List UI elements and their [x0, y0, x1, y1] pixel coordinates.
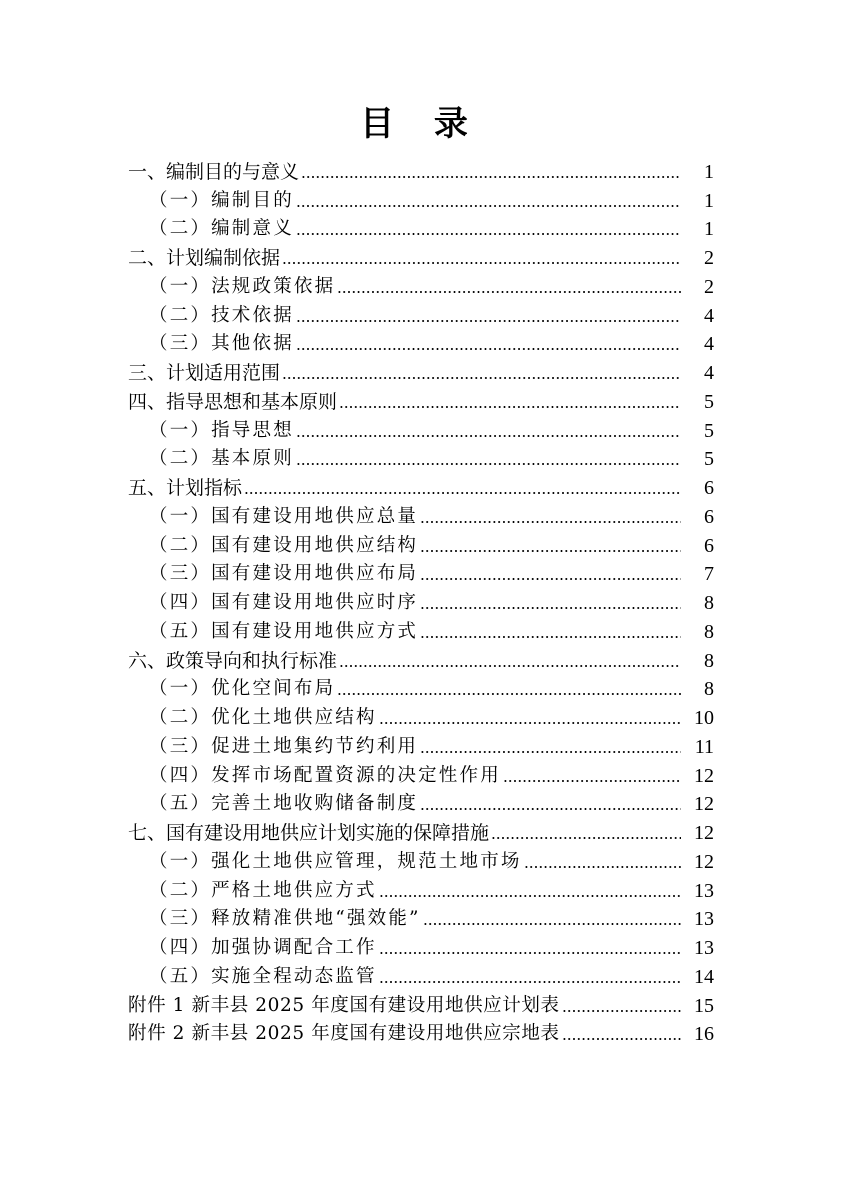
- toc-entry-page-number: 11: [694, 735, 714, 758]
- dot-leader: [337, 290, 681, 294]
- toc-entry-page-number: 5: [704, 419, 714, 442]
- toc-entry-page-number: 8: [704, 592, 714, 614]
- toc-entry-page-number: 5: [704, 448, 714, 471]
- toc-entry-page-number: 12: [694, 822, 714, 844]
- toc-list: [0, 157, 842, 1048]
- toc-entry-text: （二）编制意义: [149, 218, 294, 240]
- toc-entry-page-number: 1: [704, 218, 714, 241]
- toc-entry-text: 三、计划适用范围: [128, 362, 281, 384]
- toc-entry-text: （二）严格土地供应方式: [149, 879, 377, 901]
- toc-entry[interactable]: [0, 186, 842, 215]
- toc-entry-text: （一）指导思想: [149, 419, 294, 441]
- toc-entry-text: 附件 1 新丰县 2025 年度国有建设用地供应计划表: [128, 994, 560, 1016]
- dot-leader: [491, 836, 681, 840]
- toc-entry[interactable]: [0, 675, 842, 704]
- toc-entry-text: （五）国有建设用地供应方式: [149, 620, 419, 642]
- toc-entry[interactable]: [0, 157, 842, 186]
- toc-entry[interactable]: [0, 1020, 842, 1049]
- toc-entry[interactable]: [0, 646, 842, 675]
- toc-entry[interactable]: [0, 761, 842, 790]
- toc-entry-page-number: 5: [704, 390, 714, 413]
- toc-entry-text: 附件 2 新丰县 2025 年度国有建设用地供应宗地表: [128, 1023, 560, 1045]
- toc-entry-text: （二）基本原则: [149, 448, 294, 470]
- dot-leader: [379, 951, 681, 955]
- toc-entry[interactable]: [0, 560, 842, 589]
- toc-entry-text: （五）完善土地收购储备制度: [149, 793, 419, 815]
- toc-entry[interactable]: [0, 445, 842, 474]
- toc-entry-text: （四）发挥市场配置资源的决定性作用: [149, 764, 501, 786]
- toc-entry-text: （二）国有建设用地供应结构: [149, 534, 419, 556]
- toc-entry[interactable]: [0, 732, 842, 761]
- toc-entry-page-number: 14: [694, 965, 714, 988]
- toc-entry[interactable]: [0, 991, 842, 1020]
- toc-entry-text: （三）促进土地集约节约利用: [149, 735, 419, 757]
- dot-leader: [282, 376, 681, 380]
- toc-entry-page-number: 1: [704, 160, 714, 183]
- toc-entry-page-number: 15: [694, 994, 714, 1017]
- toc-entry-page-number: 2: [704, 247, 714, 269]
- toc-entry-text: 七、国有建设用地供应计划实施的保障措施: [128, 822, 490, 844]
- toc-entry-page-number: 8: [704, 649, 714, 672]
- dot-leader: [524, 865, 681, 869]
- dot-leader: [339, 664, 681, 668]
- dot-leader: [420, 807, 681, 811]
- dot-leader: [420, 635, 681, 639]
- toc-entry[interactable]: [0, 243, 842, 272]
- toc-entry-text: （一）强化土地供应管理，规范土地市场: [149, 850, 522, 872]
- toc-entry-text: （二）优化土地供应结构: [149, 707, 377, 728]
- toc-entry[interactable]: [0, 905, 842, 934]
- dot-leader: [420, 606, 681, 610]
- toc-entry[interactable]: [0, 962, 842, 991]
- toc-title: 目 录: [360, 104, 482, 144]
- toc-entry-page-number: 12: [694, 793, 714, 816]
- toc-entry-page-number: 13: [694, 908, 714, 931]
- toc-entry-text: （五）实施全程动态监管: [149, 965, 377, 987]
- toc-entry[interactable]: [0, 818, 842, 847]
- dot-leader: [337, 692, 681, 696]
- dot-leader: [379, 980, 681, 984]
- toc-entry-text: 二、计划编制依据: [128, 247, 281, 269]
- toc-entry-page-number: 13: [694, 937, 714, 959]
- dot-leader: [420, 520, 681, 524]
- dot-leader: [379, 721, 681, 725]
- dot-leader: [562, 1037, 681, 1041]
- dot-leader: [420, 577, 681, 581]
- toc-entry-text: 四、指导思想和基本原则: [128, 390, 338, 413]
- dot-leader: [282, 261, 681, 265]
- toc-entry[interactable]: [0, 301, 842, 330]
- dot-leader: [296, 347, 681, 351]
- toc-entry[interactable]: [0, 272, 842, 301]
- toc-entry[interactable]: [0, 387, 842, 416]
- toc-entry-page-number: 8: [704, 678, 714, 701]
- toc-entry-page-number: 12: [694, 764, 714, 787]
- toc-entry-page-number: 4: [704, 304, 714, 327]
- dot-leader: [562, 1009, 681, 1013]
- dot-leader: [339, 405, 681, 409]
- dot-leader: [244, 491, 681, 495]
- toc-entry[interactable]: [0, 215, 842, 244]
- toc-entry[interactable]: [0, 473, 842, 502]
- dot-leader: [296, 434, 681, 438]
- dot-leader: [296, 319, 681, 323]
- toc-entry-page-number: 10: [694, 707, 714, 729]
- toc-entry-page-number: 13: [694, 879, 714, 902]
- dot-leader: [503, 779, 681, 783]
- toc-entry-text: （三）释放精准供地“强效能”: [149, 908, 421, 930]
- toc-entry-text: （二）技术依据: [149, 304, 294, 326]
- toc-entry-page-number: 1: [704, 189, 714, 212]
- toc-entry[interactable]: [0, 588, 842, 617]
- toc-entry[interactable]: [0, 358, 842, 387]
- toc-entry-page-number: 6: [704, 477, 714, 499]
- toc-entry-page-number: 2: [704, 275, 714, 298]
- dot-leader: [296, 462, 681, 466]
- toc-entry[interactable]: [0, 876, 842, 905]
- dot-leader: [296, 204, 681, 208]
- dot-leader: [420, 549, 681, 553]
- toc-entry-text: （一）优化空间布局: [149, 678, 336, 700]
- toc-entry[interactable]: [0, 531, 842, 560]
- toc-entry-page-number: 7: [704, 563, 714, 586]
- toc-entry[interactable]: [0, 847, 842, 876]
- toc-entry-text: 五、计划指标: [128, 477, 243, 499]
- toc-entry[interactable]: [0, 330, 842, 359]
- dot-leader: [423, 922, 681, 926]
- toc-entry-text: （一）法规政策依据: [149, 275, 336, 297]
- toc-entry-text: （四）加强协调配合工作: [149, 937, 377, 958]
- toc-entry-page-number: 4: [704, 333, 714, 356]
- toc-entry[interactable]: [0, 617, 842, 646]
- dot-leader: [301, 175, 681, 179]
- dot-leader: [420, 750, 681, 754]
- toc-entry-text: （三）其他依据: [149, 333, 294, 355]
- toc-entry-page-number: 16: [694, 1023, 714, 1046]
- toc-entry-text: （四）国有建设用地供应时序: [149, 592, 419, 613]
- toc-entry[interactable]: [0, 416, 842, 445]
- toc-entry-page-number: 6: [704, 534, 714, 557]
- toc-entry-page-number: 6: [704, 505, 714, 528]
- toc-entry-page-number: 12: [694, 850, 714, 873]
- toc-entry-text: （三）国有建设用地供应布局: [149, 563, 419, 585]
- toc-entry-text: 一、编制目的与意义: [128, 160, 300, 183]
- dot-leader: [296, 232, 681, 236]
- toc-entry[interactable]: [0, 790, 842, 819]
- toc-entry-text: （一）编制目的: [149, 189, 294, 211]
- toc-entry-text: 六、政策导向和执行标准: [128, 649, 338, 672]
- toc-entry[interactable]: [0, 933, 842, 962]
- toc-entry-page-number: 4: [704, 362, 714, 384]
- toc-entry-page-number: 8: [704, 620, 714, 643]
- toc-entry[interactable]: [0, 703, 842, 732]
- dot-leader: [379, 894, 681, 898]
- toc-entry[interactable]: [0, 502, 842, 531]
- toc-entry-text: （一）国有建设用地供应总量: [149, 505, 419, 527]
